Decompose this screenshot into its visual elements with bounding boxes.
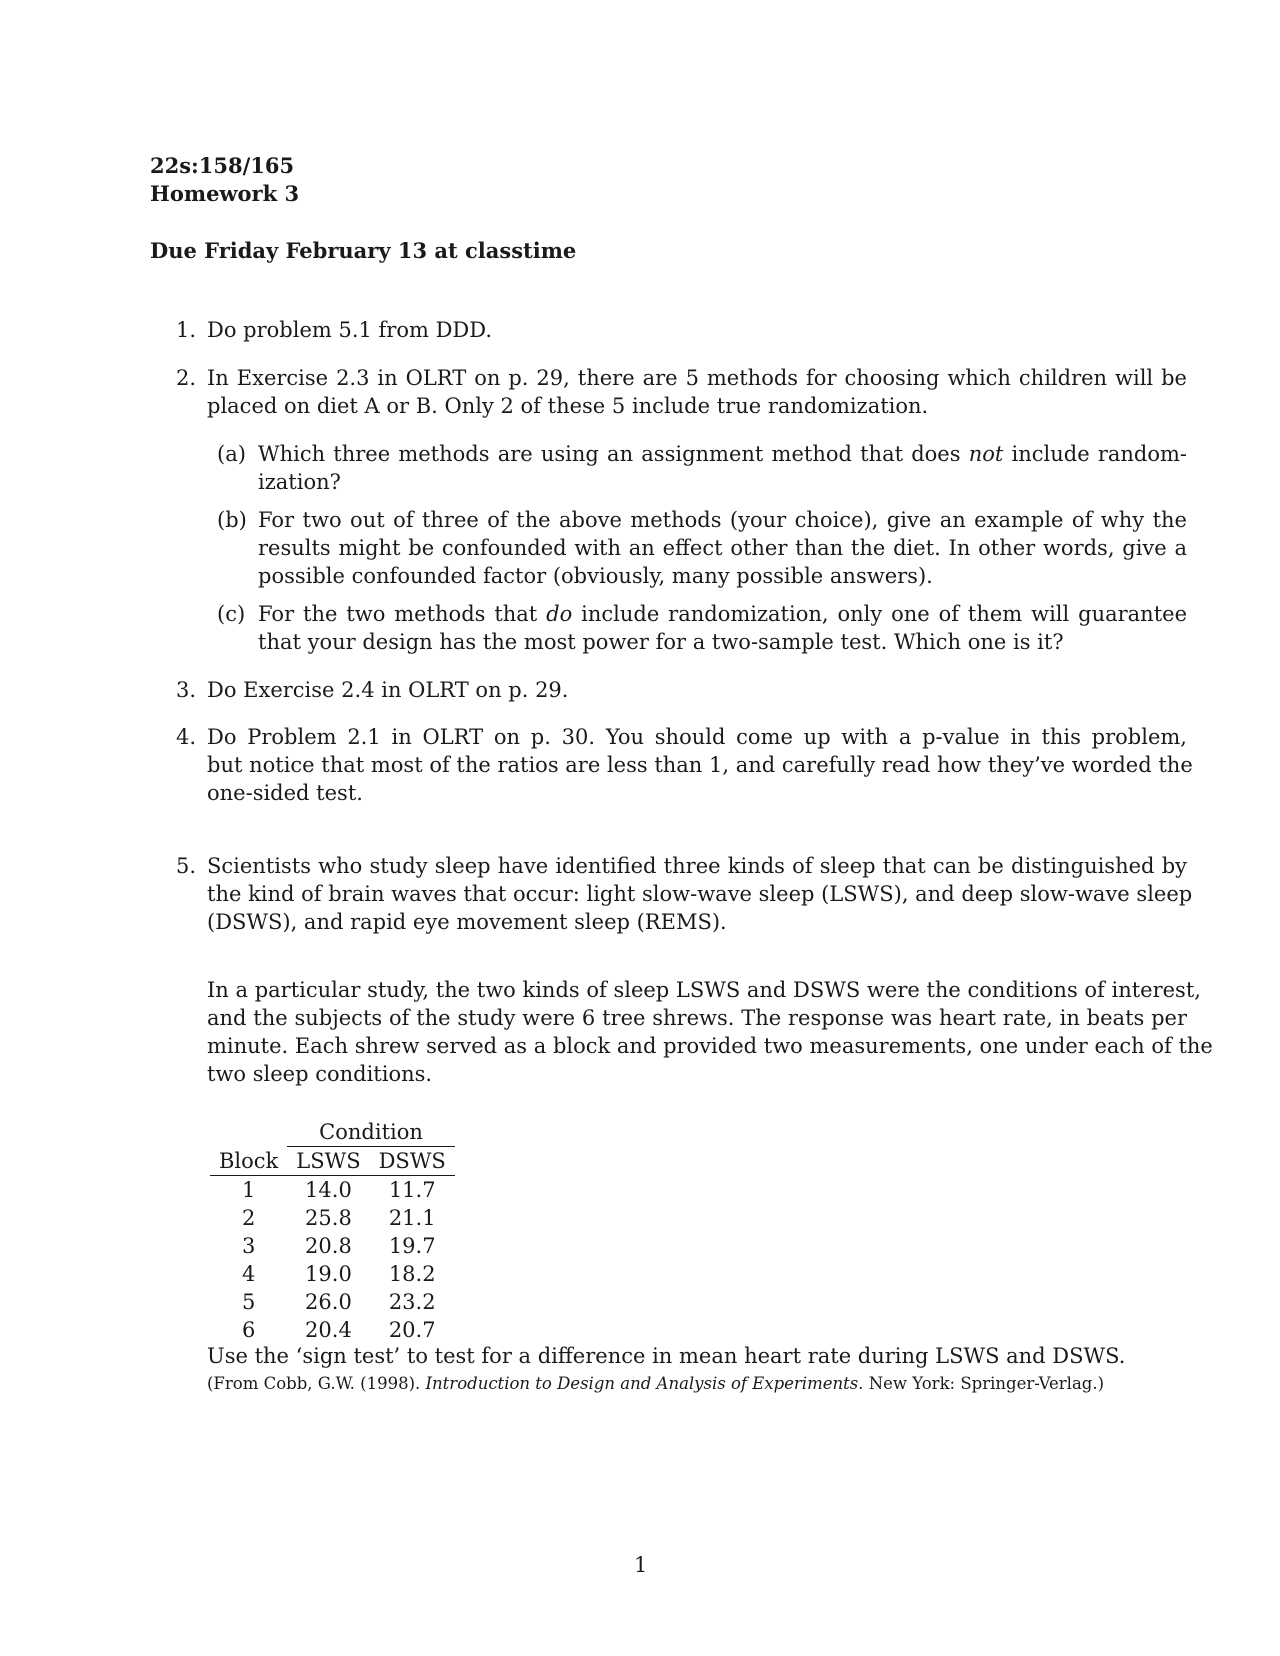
table-row [210,1316,455,1344]
problem-5-number: 5. [176,854,197,878]
problem-2b-line: For two out of three of the above methods (your choice), give an example of why the [258,508,1187,532]
table-cell: 19.0 [305,1262,352,1286]
problem-3-text: Do Exercise 2.4 in OLRT on p. 29. [207,678,569,702]
problem-4-number: 4. [176,725,197,749]
problem-2-number: 2. [176,366,197,390]
page-number: 1 [634,1553,648,1577]
table-cell: 14.0 [305,1178,352,1202]
problem-2c-emphasis: do [546,602,573,626]
table-header-dsws: DSWS [370,1147,455,1176]
problem-2b-text [258,506,1187,590]
problem-2c-text [258,600,1187,656]
table-cell: 20.8 [305,1234,352,1258]
problem-5-line: minute. Each shrew served as a block and provided two measurements, one under each of the [207,1034,1213,1058]
problem-5-paragraph-1 [207,852,1193,936]
table-header-lsws: LSWS [287,1147,369,1176]
problem-4-line: Do Problem 2.1 in OLRT on p. 30. You should come up with a p-value in this problem, [207,725,1187,749]
table-cell: 1 [241,1178,256,1202]
problem-2-text [207,364,1187,420]
problem-2a-label: (a) [217,442,246,466]
problem-2b-label: (b) [217,508,247,532]
table-cell: 18.2 [388,1262,436,1286]
table-row [210,1288,455,1316]
citation-title: Introduction to Design and Analysis of Experiments. [425,1374,864,1393]
problem-5-line: and the subjects of the study were 6 tree shrews. The response was heart rate, in beats per [207,1006,1187,1030]
problem-4-line: one-sided test. [207,781,363,805]
table-cell: 2 [241,1206,256,1230]
table-cell: 19.7 [388,1234,436,1258]
table-cell: 20.4 [305,1318,352,1342]
heart-rate-table-wrapper [210,1118,455,1344]
problem-5-line: (DSWS), and rapid eye movement sleep (REMS). [207,910,727,934]
problem-2a-post: include random- [1003,442,1187,466]
table-cell: 23.2 [388,1290,436,1314]
table-row [210,1176,455,1205]
heart-rate-table [210,1118,455,1344]
problem-5-line: two sleep conditions. [207,1062,433,1086]
problem-5-line: In a particular study, the two kinds of sleep LSWS and DSWS were the conditions of interest, [207,978,1201,1002]
table-row [210,1204,455,1232]
table-cell: 3 [241,1234,256,1258]
problem-2a-line [258,440,1187,468]
citation-post: New York: Springer-Verlag.) [863,1374,1105,1393]
problem-5-paragraph-2 [207,976,1213,1088]
table-cell: 6 [241,1318,256,1342]
problem-2a-emphasis: not [968,442,1004,466]
problem-3-number: 3. [176,678,197,702]
problem-1-number: 1. [176,318,197,342]
problem-2b-line: possible confounded factor (obviously, many possible answers). [258,564,933,588]
problem-2a-text [258,440,1187,496]
problem-2c-line: that your design has the most power for a two-sample test. Which one is it? [258,630,1064,654]
problem-2c-label: (c) [217,602,246,626]
problem-1-text: Do problem 5.1 from DDD. [207,318,493,342]
table-cell: 26.0 [305,1290,352,1314]
table-corner [210,1118,287,1147]
problem-2a-pre: Which three methods are using an assignment method that does [258,442,969,466]
problem-2c-line [258,600,1187,628]
problem-5-line: Scientists who study sleep have identified three kinds of sleep that can be distinguished by [207,854,1187,878]
table-cell: 20.7 [388,1318,436,1342]
course-number: 22s:158/165 [150,153,295,178]
problem-2b-line: results might be confounded with an effect other than the diet. In other words, give a [258,536,1187,560]
table-row [210,1260,455,1288]
problem-5-line: the kind of brain waves that occur: light slow-wave sleep (LSWS), and deep slow-wave sleep [207,882,1193,906]
sign-test-instruction: Use the ‘sign test’ to test for a difference in mean heart rate during LSWS and DSWS. [207,1344,1126,1368]
citation [207,1373,1104,1395]
problem-4-line: but notice that most of the ratios are less than 1, and carefully read how they’ve worded the [207,753,1193,777]
problem-2c-post: include randomization, only one of them will guarantee [572,602,1187,626]
table-group-header: Condition [287,1118,455,1147]
table-cell: 25.8 [305,1206,352,1230]
table-cell: 21.1 [388,1206,436,1230]
due-date: Due Friday February 13 at classtime [150,238,577,263]
table-header-block: Block [210,1147,287,1176]
problem-2a-line: ization? [258,470,341,494]
citation-pre: (From Cobb, G.W. (1998). [207,1374,426,1393]
table-cell: 4 [241,1262,256,1286]
problem-2-line: In Exercise 2.3 in OLRT on p. 29, there are 5 methods for choosing which children will be [207,366,1187,390]
table-cell: 5 [241,1290,256,1314]
table-cell: 11.7 [388,1178,436,1202]
problem-4-text [207,723,1193,807]
table-row [210,1232,455,1260]
problem-2c-pre: For the two methods that [258,602,547,626]
assignment-title: Homework 3 [150,181,300,206]
problem-2-line: placed on diet A or B. Only 2 of these 5 include true randomization. [207,394,929,418]
